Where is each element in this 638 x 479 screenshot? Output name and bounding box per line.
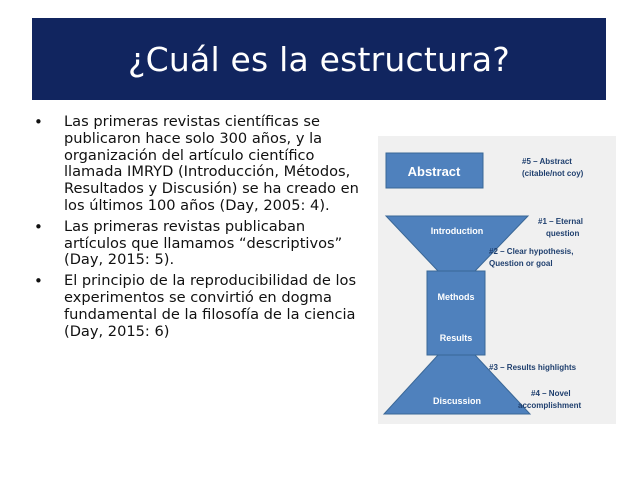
- bullet-item: [34, 219, 364, 269]
- bullet-text: Las primeras revistas científicas se publicaron hace solo 300 años, y la organización del artículo científico llamada IMRYD (Introducción, Métodos, Resultados y Discusión) se ha creado en los últimos 100 años (Day, 2005: 4).: [64, 113, 359, 214]
- bullet-list: [34, 114, 364, 344]
- bullet-dot: •: [34, 113, 43, 131]
- note-discussion-line2: accomplishment: [518, 401, 582, 410]
- abstract-label: Abstract: [407, 164, 461, 179]
- title-bar: [32, 18, 606, 100]
- slide-title: ¿Cuál es la estructura?: [127, 39, 511, 79]
- bullet-dot: •: [34, 217, 43, 236]
- bullet-text: El principio de la reproducibilidad de los experimentos se convirtió en dogma fundamental de la filosofía de la ciencia (Day, 2015: 6): [64, 272, 357, 340]
- imryd-diagram-svg: [378, 136, 616, 424]
- note-hypothesis-line2: Question or goal: [489, 259, 553, 268]
- note-discussion-line1: #4 – Novel: [531, 389, 571, 398]
- introduction-label: Introduction: [430, 226, 484, 236]
- note-abstract-line1: #5 – Abstract: [522, 157, 572, 166]
- bullet-text: Las primeras revistas publicaban artículos que llamamos “descriptivos” (Day, 2015: 5).: [64, 217, 343, 269]
- note-intro-line2: question: [546, 229, 580, 238]
- note-hypothesis-line1: #2 – Clear hypothesis,: [489, 247, 574, 256]
- bullet-dot: •: [34, 272, 43, 291]
- note-abstract-line2: (citable/not coy): [522, 169, 584, 178]
- methods-label: Methods: [437, 292, 475, 302]
- discussion-label: Discussion: [432, 396, 482, 406]
- results-label: Results: [439, 333, 473, 343]
- bullet-item: [34, 273, 364, 340]
- imryd-diagram: [378, 136, 616, 424]
- note-results: #3 – Results highlights: [489, 363, 577, 372]
- note-intro-line1: #1 – Eternal: [538, 217, 583, 226]
- bullet-item: [34, 114, 364, 215]
